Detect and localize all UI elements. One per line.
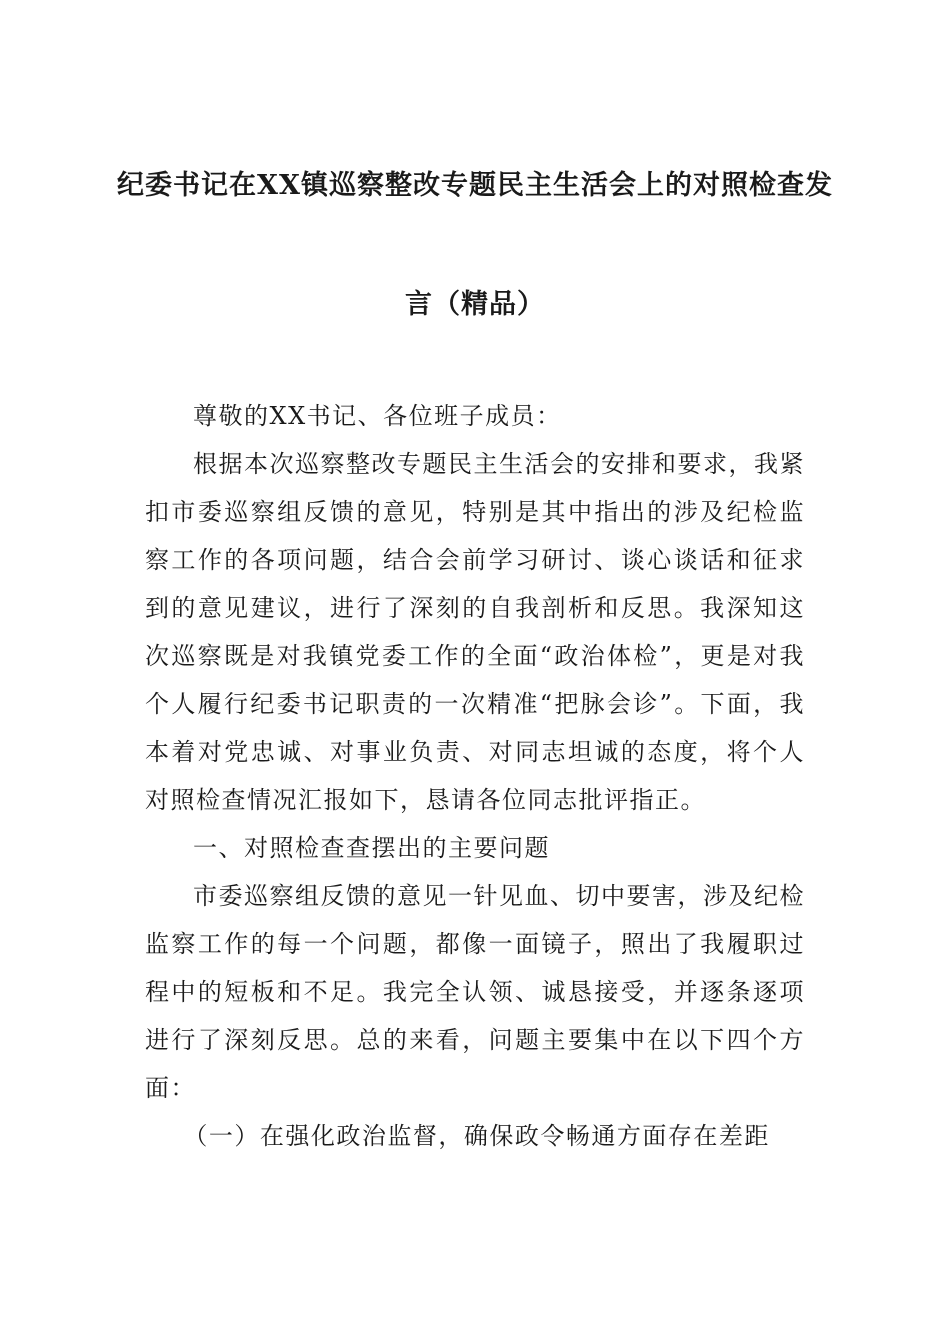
document-title-line-2: 言（精品） bbox=[405, 289, 545, 320]
body-paragraph-2: 市委巡察组反馈的意见一针见血、切中要害，涉及纪检监察工作的每一个问题，都像一面镜子，照出了我履职过程中的短板和不足。我完全认领、诚恳接受，并逐条逐项进行了深刻反思。总的来看，问题主要集中在以下四个方面： bbox=[145, 882, 805, 1102]
body-paragraph-1: 根据本次巡察整改专题民主生活会的安排和要求，我紧扣市委巡察组反馈的意见，特别是其中指出的涉及纪检监察工作的各项问题，结合会前学习研讨、谈心谈话和征求到的意见建议，进行了深刻的自我剖析和反思。我深知这次巡察既是对我镇党委工作的全面“政治体检”，更是对我个人履行纪委书记职责的一次精准“把脉会诊”。下面，我本着对党忠诚、对事业负责、对同志坦诚的态度，将个人对照检查情况汇报如下，恳请各位同志批评指正。 bbox=[145, 450, 805, 814]
section-heading-block-1 bbox=[145, 824, 805, 872]
subheading-block-1 bbox=[145, 1112, 805, 1160]
subheading-1: （一）在强化政治监督，确保政令畅通方面存在差距 bbox=[183, 1122, 770, 1150]
paragraph-block-2 bbox=[145, 872, 805, 1112]
section-heading-1: 一、对照检查查摆出的主要问题 bbox=[193, 834, 550, 862]
salutation: 尊敬的XX书记、各位班子成员： bbox=[193, 402, 562, 430]
paragraph-block-1 bbox=[145, 440, 805, 824]
salutation-block bbox=[145, 392, 805, 440]
document-title-line-1: 纪委书记在XX镇巡察整改专题民主生活会上的对照检查发 bbox=[117, 170, 833, 201]
